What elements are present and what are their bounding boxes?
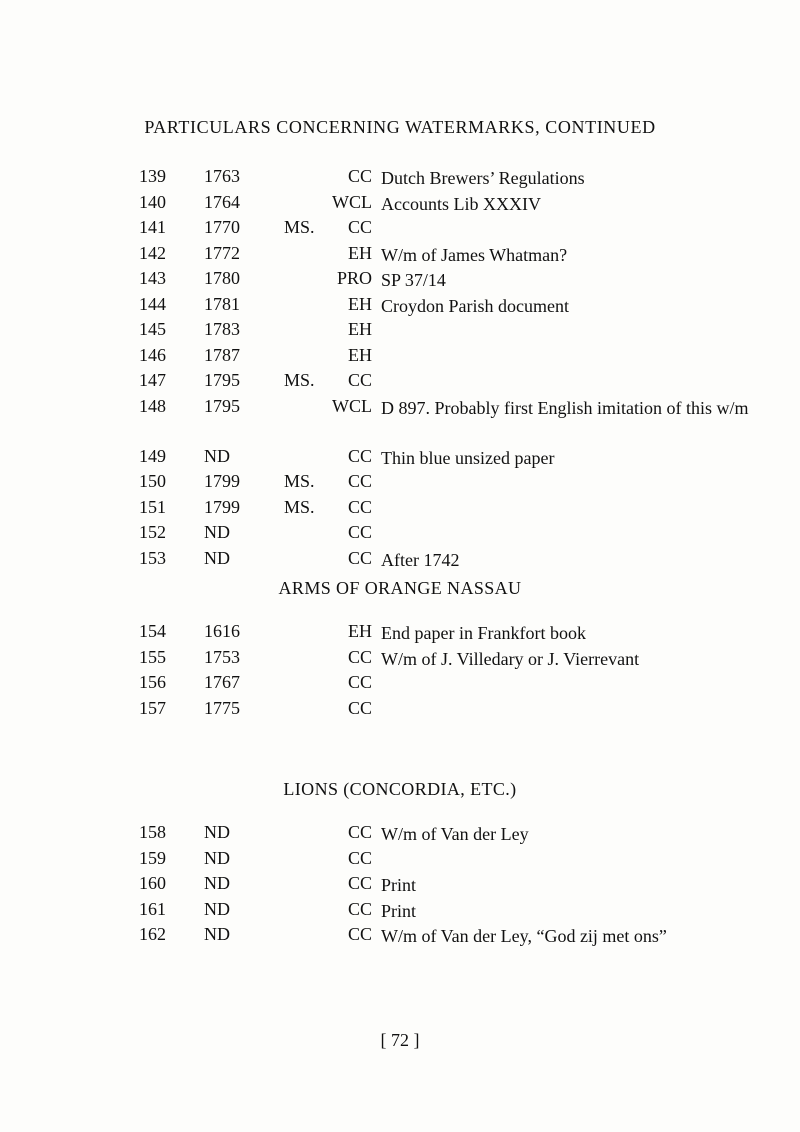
entry-source: CC xyxy=(347,547,372,568)
entry-number: 152 xyxy=(139,522,166,542)
page-title: PARTICULARS CONCERNING WATERMARKS, CONTINUED xyxy=(144,117,656,137)
entry-description: Print xyxy=(381,875,417,895)
entry-source: CC xyxy=(347,822,372,842)
table-row xyxy=(0,522,800,548)
entry-source: WCL xyxy=(332,395,372,416)
entry-number: 154 xyxy=(139,621,166,641)
entry-description: After 1742 xyxy=(381,549,460,570)
entry-date: ND xyxy=(204,873,230,893)
entry-date: ND xyxy=(204,547,230,568)
entry-description: Print xyxy=(381,900,417,921)
entry-source: CC xyxy=(347,898,372,919)
entry-date: ND xyxy=(204,445,230,466)
entry-number: 162 xyxy=(139,924,166,944)
entry-number: 140 xyxy=(139,191,166,212)
table-row xyxy=(0,924,800,950)
entry-description: Croydon Parish document xyxy=(381,295,569,316)
table-row xyxy=(0,446,800,472)
table-row xyxy=(0,548,800,574)
table-row xyxy=(0,345,800,371)
entry-ms-marker: MS. xyxy=(284,370,315,390)
entry-date: 1775 xyxy=(204,697,240,718)
entry-number: 150 xyxy=(139,471,166,491)
table-row xyxy=(0,899,800,925)
entry-source: PRO xyxy=(336,268,372,288)
entry-source: CC xyxy=(347,697,372,718)
entry-date: ND xyxy=(204,522,230,542)
entry-description: SP 37/14 xyxy=(381,270,446,290)
entry-description: Thin blue unsized paper xyxy=(381,447,555,468)
table-row xyxy=(0,217,800,243)
entry-number: 147 xyxy=(139,370,166,390)
entry-date: 1780 xyxy=(204,268,240,288)
entry-date: 1795 xyxy=(204,370,240,390)
entry-description: Accounts Lib XXXIV xyxy=(381,193,541,214)
table-row xyxy=(0,822,800,848)
entry-date: 1616 xyxy=(204,621,240,641)
entry-date: 1799 xyxy=(204,496,240,517)
entry-number: 155 xyxy=(139,646,166,667)
table-row xyxy=(0,396,800,446)
section-heading-arms-of-orange-nassau: ARMS OF ORANGE NASSAU xyxy=(278,578,522,598)
entry-date: 1770 xyxy=(204,217,240,237)
entry-number: 157 xyxy=(139,697,166,718)
table-row xyxy=(0,471,800,497)
table-row xyxy=(0,243,800,269)
entry-description: End paper in Frankfort book xyxy=(381,623,586,643)
entry-number: 158 xyxy=(139,822,166,842)
entry-date: 1783 xyxy=(204,319,240,339)
entry-description: Dutch Brewers’ Regulations xyxy=(381,168,585,188)
entry-date: ND xyxy=(204,847,230,868)
entry-number: 156 xyxy=(139,672,166,692)
entry-number: 145 xyxy=(139,319,166,339)
table-row xyxy=(0,672,800,698)
entry-date: 1799 xyxy=(204,471,240,491)
entry-source: EH xyxy=(348,344,372,365)
table-row xyxy=(0,166,800,192)
entry-source: CC xyxy=(347,445,372,466)
page-number: [ 72 ] xyxy=(380,1030,420,1050)
entry-source: CC xyxy=(347,847,372,868)
entry-date: 1795 xyxy=(204,395,240,416)
entry-date: ND xyxy=(204,924,230,944)
entry-source: EH xyxy=(348,242,372,263)
entry-number: 144 xyxy=(139,293,166,314)
entry-description: W/m of J. Villedary or J. Vierrevant xyxy=(381,648,640,669)
entry-date: ND xyxy=(204,898,230,919)
entry-number: 159 xyxy=(139,847,166,868)
entry-date: 1781 xyxy=(204,293,240,314)
entry-ms-marker: MS. xyxy=(284,217,315,237)
entry-source: CC xyxy=(347,471,372,491)
table-row xyxy=(0,873,800,899)
entry-source: WCL xyxy=(332,191,372,212)
entry-source: CC xyxy=(347,873,372,893)
entry-date: 1764 xyxy=(204,191,240,212)
entry-source: CC xyxy=(347,496,372,517)
entry-description: W/m of Van der Ley xyxy=(381,824,529,844)
entry-number: 151 xyxy=(139,496,166,517)
entry-number: 143 xyxy=(139,268,166,288)
entry-date: 1753 xyxy=(204,646,240,667)
entry-source: CC xyxy=(347,672,372,692)
entry-number: 149 xyxy=(139,445,166,466)
entry-date: 1787 xyxy=(204,344,240,365)
entry-number: 146 xyxy=(139,344,166,365)
entry-ms-marker: MS. xyxy=(284,471,315,491)
entry-source: CC xyxy=(347,646,372,667)
entry-number: 153 xyxy=(139,547,166,568)
table-row xyxy=(0,370,800,396)
table-row xyxy=(0,848,800,874)
watermark-table-section-1 xyxy=(0,166,800,573)
entry-date: 1763 xyxy=(204,166,240,186)
entry-description: W/m of Van der Ley, “God zij met ons” xyxy=(381,926,667,946)
entry-date: 1772 xyxy=(204,242,240,263)
table-row xyxy=(0,319,800,345)
entry-source: EH xyxy=(348,621,372,641)
entry-source: EH xyxy=(348,319,372,339)
table-row xyxy=(0,294,800,320)
table-row xyxy=(0,647,800,673)
watermark-table-section-3 xyxy=(0,822,800,950)
table-row xyxy=(0,698,800,724)
entry-number: 139 xyxy=(139,166,166,186)
table-row xyxy=(0,192,800,218)
table-row xyxy=(0,621,800,647)
entry-source: CC xyxy=(347,217,372,237)
entry-source: CC xyxy=(347,370,372,390)
entry-source: CC xyxy=(347,522,372,542)
entry-source: EH xyxy=(348,293,372,314)
entry-ms-marker: MS. xyxy=(284,496,315,517)
section-heading-lions: LIONS (CONCORDIA, ETC.) xyxy=(283,779,517,799)
entry-number: 148 xyxy=(139,395,166,416)
table-row xyxy=(0,497,800,523)
watermark-table-section-2 xyxy=(0,621,800,723)
table-row xyxy=(0,268,800,294)
entry-number: 160 xyxy=(139,873,166,893)
entry-number: 161 xyxy=(139,898,166,919)
entry-description: W/m of James Whatman? xyxy=(381,244,568,265)
entry-date: 1767 xyxy=(204,672,240,692)
entry-number: 142 xyxy=(139,242,166,263)
entry-date: ND xyxy=(204,822,230,842)
entry-source: CC xyxy=(347,924,372,944)
entry-description: D 897. Probably first English imitation of this w/m xyxy=(381,397,749,418)
entry-source: CC xyxy=(347,166,372,186)
entry-number: 141 xyxy=(139,217,166,237)
